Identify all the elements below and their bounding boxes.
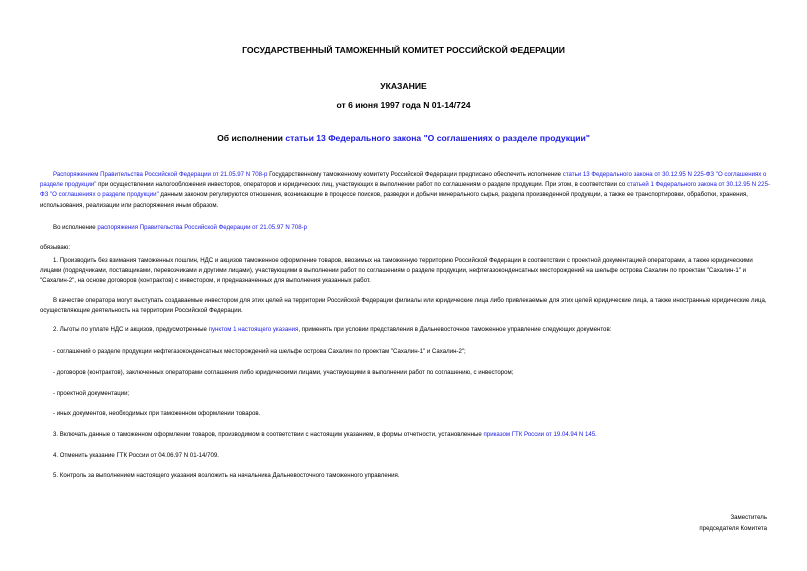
link-point-1[interactable]: пунктом 1 настоящего указания (208, 326, 299, 333)
signature-line-1: Заместитель (730, 514, 767, 521)
doc-subject (0, 133, 807, 143)
paragraph-1: Распоряжением Правительства Российской Федерации от 21.05.97 N 708-р Государственному таможенному комитету Российской Федерации предписано обеспечить исполнение статьи 13 Федерального закона от 30.12.95 N 225-ФЗ "О соглашениях о разделе продукции" при осуществлении налогообложения инвесторов, операторов и юридических лиц, участвующих в выполнении работ по соглашениям о разделе продукции. При этом, в соответствии со статьей 1 Федерального закона от 30.12.95 N 225-ФЗ "О соглашениях о разделе продукции" данным законом регулируются отношения, возникающие в процессе поисков, разведки и добычи минерального сырья, раздела произведенной продукции, а также ее транспортировки, обработки, хранения, использования, реализации или распоряжения иным образом. (40, 171, 770, 209)
link-law-article-13[interactable]: статьи 13 Федерального закона от 30.12.95 N 225-ФЗ "О соглашениях о разделе продукции" (40, 171, 767, 189)
signature-line-2: председателя Комитета (699, 525, 767, 532)
paragraph-6: 2. Льготы по уплате НДС и акцизов, предусмотренные пунктом 1 настоящего указания, применять при условии представления в Дальневосточное таможенное управление следующих документов: (53, 326, 612, 333)
org-line-1: ГОСУДАРСТВЕННЫЙ ТАМОЖЕННЫЙ КОМИТЕТ (242, 45, 444, 55)
link-gtk-order-145[interactable]: приказом ГТК России от 19.04.94 N 145 (483, 431, 596, 438)
subject-prefix: Об исполнении (217, 133, 286, 143)
paragraph-4: 1. Производить без взимания таможенных пошлин, НДС и акцизов таможенное оформление товаров, ввозимых на таможенную территорию Российской Федерации в соответствии с проектной документацией операторами, а также юридическими лицами (подрядчиками, поставщиками, перевозчиками и другими лицами), участвующими в выполнении работ по соглашениям о разделе продукции, нефтегазоконденсатных месторождений на шельфе острова Сахалин по проектам "Сахалин-1" и "Сахалин-2", на основе договоров (контрактов) с инвестором, и предназначенных для выполнения указанных работ. (40, 257, 753, 285)
paragraph-12: 4. Отменить указание ГТК России от 04.06.97 N 01-14/709. (53, 452, 219, 459)
paragraph-7: - соглашений о разделе продукции нефтегазоконденсатных месторождений на шельфе острова Сахалин по проектам "Сахалин-1" и Сахалин-2"; (53, 348, 466, 355)
org-name (0, 45, 807, 55)
signature-block (699, 512, 767, 534)
doc-type: УКАЗАНИЕ (380, 81, 427, 91)
paragraph-5: В качестве оператора могут выступать создаваемые инвестором для этих целей на территории Российской Федерации филиалы или юридические лица либо привлекаемые для этих целей юридические лица, а также иностранные юридические лица, осуществляющие деятельность на территории Российской Федерации. (40, 297, 767, 315)
paragraph-2: Во исполнение распоряжения Правительства Российской Федерации от 21.05.97 N 708-р (53, 224, 308, 231)
doc-date-number: от 6 июня 1997 года N 01-14/724 (336, 100, 471, 110)
paragraph-13: 5. Контроль за выполнением настоящего указания возложить на начальника Дальневосточного таможенного управления. (53, 472, 400, 479)
link-government-order-2[interactable]: распоряжения Правительства Российской Федерации от 21.05.97 N 708-р (97, 224, 308, 231)
link-law-article-1[interactable]: статьей 1 Федерального закона от 30.12.95 N 225-ФЗ "О соглашениях о разделе продукции" (40, 181, 770, 199)
paragraph-10: - иных документов, необходимых при таможенном оформлении товаров. (53, 410, 261, 417)
paragraph-11: 3. Включать данные о таможенном оформлении товаров, производимом в соответствии с настоящим указанием, в формы отчетности, установленные приказом ГТК России от 19.04.94 N 145. (53, 431, 597, 438)
subject-link-article[interactable]: статьи 13 Федерального закона (285, 133, 422, 143)
paragraph-3: обязываю: (40, 244, 71, 251)
subject-link-law-name[interactable]: "О соглашениях о разделе продукции" (423, 133, 590, 143)
paragraph-8: - договоров (контрактов), заключенных операторами соглашения либо юридическими лицами, участвующими в выполнении работ по соглашению, с инвестором; (53, 369, 514, 376)
link-government-order[interactable]: Распоряжением Правительства Российской Федерации от 21.05.97 N 708-р (53, 171, 268, 178)
org-line-2: РОССИЙСКОЙ ФЕДЕРАЦИИ (446, 45, 565, 55)
paragraph-9: - проектной документации; (53, 390, 130, 397)
